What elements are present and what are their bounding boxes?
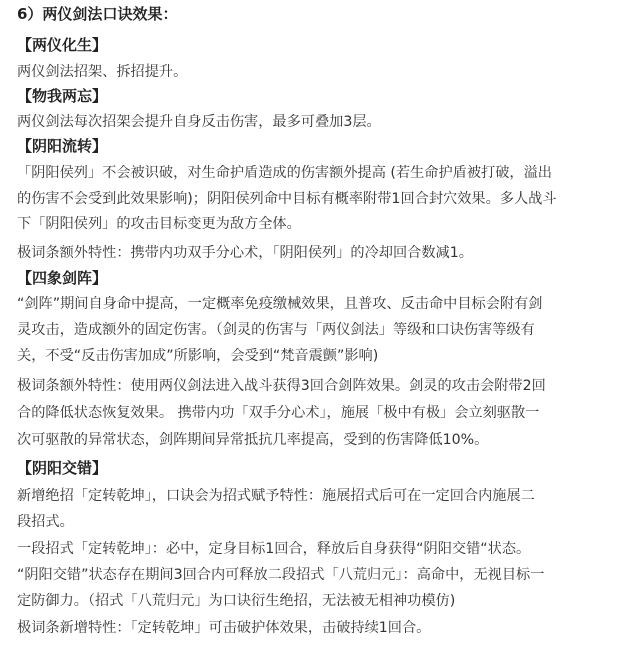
paragraph-line: 「阴阳侯列」不会被识破，对生命护盾造成的伤害额外提高 (若生命护盾被打破，溢出 xyxy=(17,165,552,181)
paragraph-line: 两仪剑法每次招架会提升自身反击伤害，最多可叠加3层。 xyxy=(17,114,381,130)
paragraph-line: 一段招式「定转乾坤」：必中，定身目标1回合，释放后自身获得“阴阳交错“状态。 xyxy=(17,541,531,557)
paragraph-line: 极词条额外特性：携带内功双手分心术，「阴阳侯列」的冷却回合数减1。 xyxy=(17,245,473,261)
section-heading-liangyi-huasheng: 【两仪化生】 xyxy=(17,36,108,54)
section-heading-wuwo-liangwang: 【物我两忘】 xyxy=(17,87,108,105)
paragraph-line: 极词条额外特性：使用两仪剑法进入战斗获得3回合剑阵效果。剑灵的攻击会附带2回 xyxy=(17,378,546,394)
paragraph-line: 两仪剑法招架、拆招提升。 xyxy=(17,64,188,80)
paragraph-line: “剑阵”期间自身命中提高，一定概率免疫缴械效果，且普攻、反击命中目标会附有剑 xyxy=(17,296,543,312)
paragraph-line: 的伤害不会受到此效果影响)；阴阳侯列命中目标有概率附带1回合封穴效果。多人战斗 xyxy=(17,191,557,207)
paragraph-line: 定防御力。（招式「八荒归元」为口诀衍生绝招，无法被无相神功模仿) xyxy=(17,593,456,609)
paragraph-line: 关，不受“反击伤害加成”所影响，会受到“梵音震颤”影响) xyxy=(17,348,379,364)
paragraph-line: 新增绝招「定转乾坤」，口诀会为招式赋予特性：施展招式后可在一定回合内施展二 xyxy=(17,488,535,504)
paragraph-line: 下「阴阳侯列」的攻击目标变更为敌方全体。 xyxy=(17,216,301,232)
paragraph-line: 次可驱散的异常状态，剑阵期间异常抵抗几率提高，受到的伤害降低10%。 xyxy=(17,432,489,448)
paragraph-line: 段招式。 xyxy=(17,514,74,530)
section-heading-yinyang-liuzhuan: 【阴阳流转】 xyxy=(17,137,108,155)
paragraph-line: 极词条新增特性：「定转乾坤」可击破护体效果，击破持续1回合。 xyxy=(17,620,431,636)
paragraph-line: 灵攻击，造成额外的固定伤害。（剑灵的伤害与「两仪剑法」等级和口诀伤害等级有 xyxy=(17,322,535,338)
document-title: 6）两仪剑法口诀效果： xyxy=(17,5,178,23)
paragraph-line: 合的降低状态恢复效果。 携带内功「双手分心术」，施展「极中有极」会立刻驱散一 xyxy=(17,405,540,421)
paragraph-line: “阴阳交错”状态存在期间3回合内可释放二段招式「八荒归元」：高命中，无视目标一 xyxy=(17,567,545,583)
section-heading-sixiang-jianzhen: 【四象剑阵】 xyxy=(17,269,108,287)
section-heading-yinyang-jiaocuo: 【阴阳交错】 xyxy=(17,459,108,477)
